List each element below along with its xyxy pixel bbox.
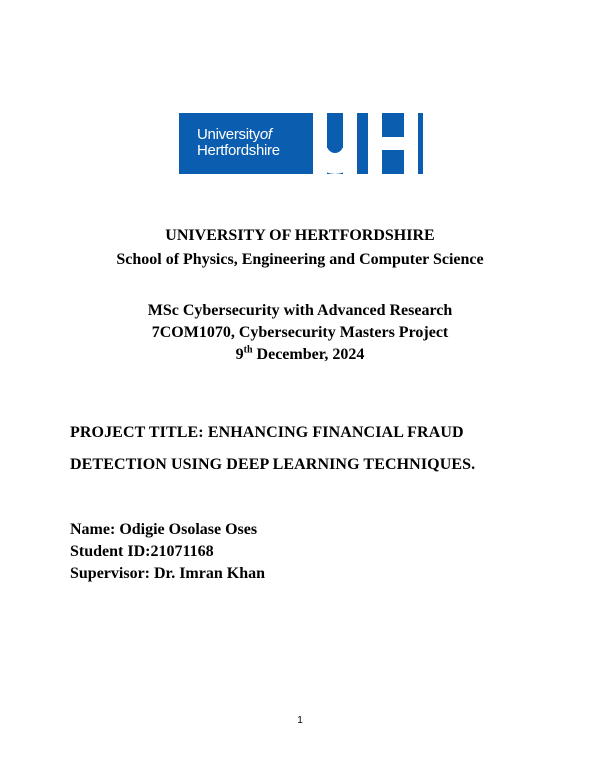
- page-number: 1: [297, 715, 303, 726]
- course-name: MSc Cybersecurity with Advanced Research: [147, 302, 453, 319]
- student-name: Name: Odigie Osolase Oses: [70, 521, 258, 538]
- module-name: 7COM1070, Cybersecurity Masters Project: [151, 324, 449, 341]
- supervisor-name: Supervisor: Dr. Imran Khan: [70, 565, 265, 582]
- logo-h-letter-icon: [368, 113, 423, 174]
- logo-wordmark: [197, 127, 280, 159]
- project-title-line2: DETECTION USING DEEP LEARNING TECHNIQUES.: [70, 456, 476, 473]
- university-heading: UNIVERSITY OF HERTFORDSHIRE: [165, 227, 435, 244]
- student-id: Student ID:21071168: [70, 543, 214, 560]
- school-heading: School of Physics, Engineering and Computer Science: [116, 251, 484, 268]
- logo-u-letter-icon: [313, 113, 363, 174]
- project-title-line1: PROJECT TITLE: ENHANCING FINANCIAL FRAUD: [70, 424, 464, 441]
- date-rest: December, 2024: [252, 346, 365, 363]
- logo-of: of: [259, 126, 272, 143]
- date-day: 9: [235, 346, 244, 363]
- submission-date: [0, 346, 600, 364]
- logo-line1: University: [197, 126, 260, 143]
- university-logo: [179, 113, 423, 174]
- logo-line2: Hertfordshire: [197, 142, 280, 159]
- date-suffix: th: [243, 344, 253, 356]
